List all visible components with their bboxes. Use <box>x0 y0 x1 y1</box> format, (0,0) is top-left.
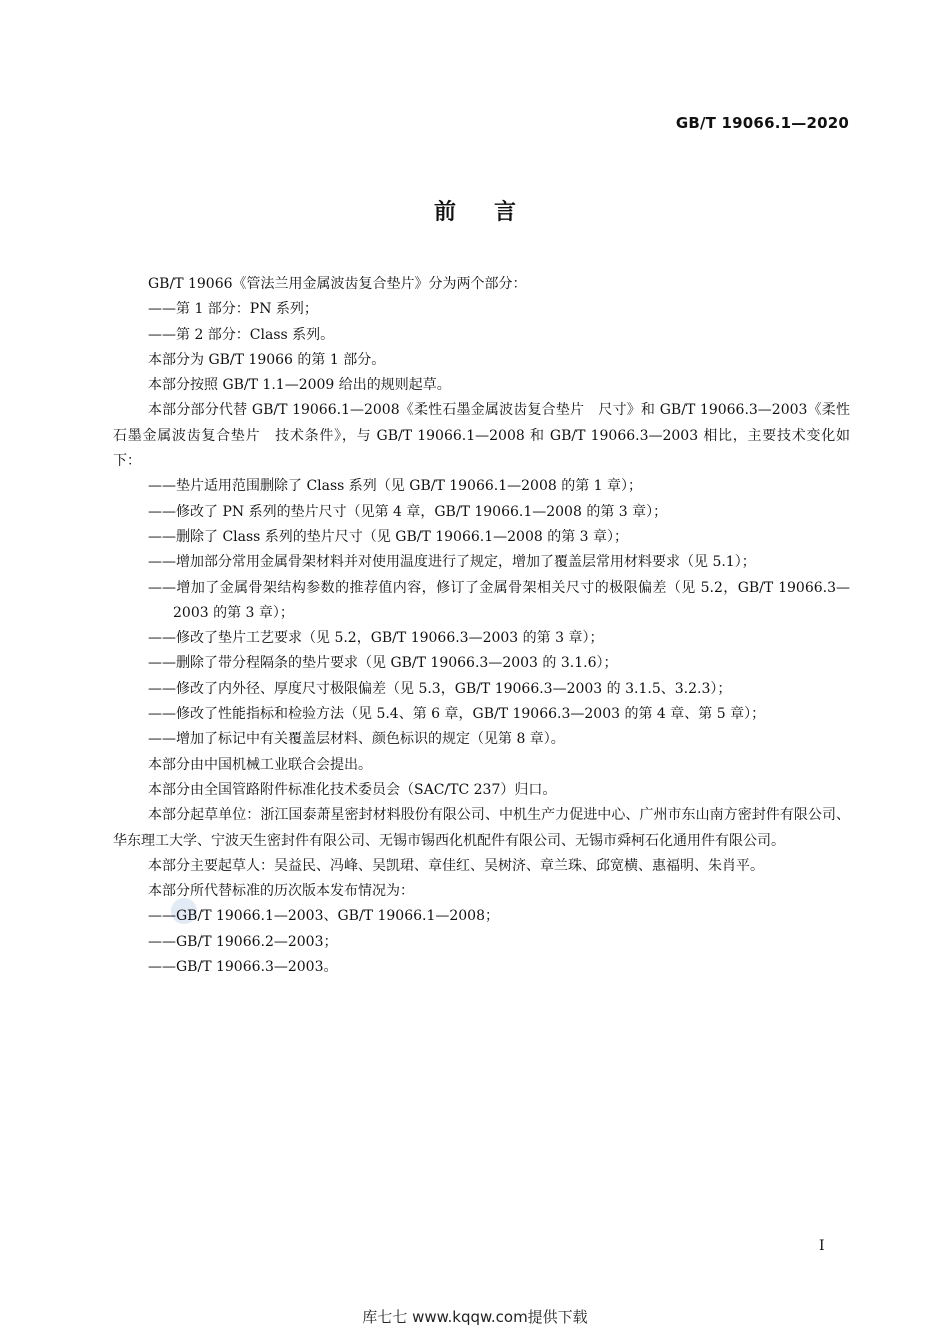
paragraph: 本部分按照 GB/T 1.1—2009 给出的规则起草。 <box>148 377 451 394</box>
list-item: ——增加了金属骨架结构参数的推荐值内容，修订了金属骨架相关尺寸的极限偏差（见 5.2，GB/T 19066.3—2003 的第 3 章）； <box>148 579 850 621</box>
list-item: ——GB/T 19066.3—2003。 <box>148 959 338 976</box>
list-item: ——删除了 Class 系列的垫片尺寸（见 GB/T 19066.1—2008 的第 3 章）； <box>148 528 629 545</box>
download-footer: 库七七 www.kqqw.com提供下载 <box>362 1308 588 1326</box>
paragraph: 本部分由中国机械工业联合会提出。 <box>148 756 372 773</box>
list-item: ——删除了带分程隔条的垫片要求（见 GB/T 19066.3—2003 的 3.1.6）； <box>148 655 618 672</box>
list-item: ——GB/T 19066.1—2003、GB/T 19066.1—2008； <box>148 908 499 925</box>
list-item: ——增加部分常用金属骨架材料并对使用温度进行了规定，增加了覆盖层常用材料要求（见 5.1）； <box>148 554 756 571</box>
paragraph: 本部分为 GB/T 19066 的第 1 部分。 <box>148 351 386 368</box>
list-item: ——修改了内外径、厚度尺寸极限偏差（见 5.3，GB/T 19066.3—2003 的 3.1.5、3.2.3）； <box>148 680 732 697</box>
paragraph: GB/T 19066《管法兰用金属波齿复合垫片》分为两个部分： <box>148 276 527 292</box>
list-item: ——GB/T 19066.2—2003； <box>148 933 338 950</box>
page-number: I <box>819 1238 825 1254</box>
document-body <box>113 272 850 980</box>
standard-code: GB/T 19066.1—2020 <box>675 114 849 132</box>
paragraph: 本部分主要起草人：吴益民、冯峰、吴凯珺、章佳红、吴树济、章兰珠、邱宽横、惠福明、朱肖平。 <box>148 857 764 874</box>
list-item: ——修改了性能指标和检验方法（见 5.4、第 6 章，GB/T 19066.3—2003 的第 4 章、第 5 章）； <box>148 706 766 723</box>
list-item: ——增加了标记中有关覆盖层材料、颜色标识的规定（见第 8 章）。 <box>148 731 565 748</box>
list-item: ——垫片适用范围删除了 Class 系列（见 GB/T 19066.1—2008 的第 1 章）； <box>148 478 643 495</box>
paragraph: 本部分所代替标准的历次版本发布情况为： <box>148 883 414 900</box>
paragraph: 本部分部分代替 GB/T 19066.1—2008《柔性石墨金属波齿复合垫片 尺寸》和 GB/T 19066.3—2003《柔性石墨金属波齿复合垫片 技术条件》，与 GB/T 19066.1—2008 和 GB/T 19066.3—2003 相比，主要技术变化如下： <box>113 402 850 470</box>
page-title: 前言 <box>433 200 554 225</box>
list-item: ——第 1 部分：PN 系列； <box>148 301 318 318</box>
paragraph: 本部分起草单位：浙江国泰萧星密封材料股份有限公司、中机生产力促进中心、广州市东山南方密封件有限公司、华东理工大学、宁波天生密封件有限公司、无锡市锡西化机配件有限公司、无锡市舜柯石化通用件有限公司。 <box>113 807 850 849</box>
list-item: ——修改了垫片工艺要求（见 5.2，GB/T 19066.3—2003 的第 3 章）； <box>148 630 604 647</box>
list-item: ——修改了 PN 系列的垫片尺寸（见第 4 章，GB/T 19066.1—2008 的第 3 章）； <box>148 503 668 520</box>
list-item: ——第 2 部分：Class 系列。 <box>148 326 335 343</box>
paragraph: 本部分由全国管路附件标准化技术委员会（SAC/TC 237）归口。 <box>148 781 557 798</box>
